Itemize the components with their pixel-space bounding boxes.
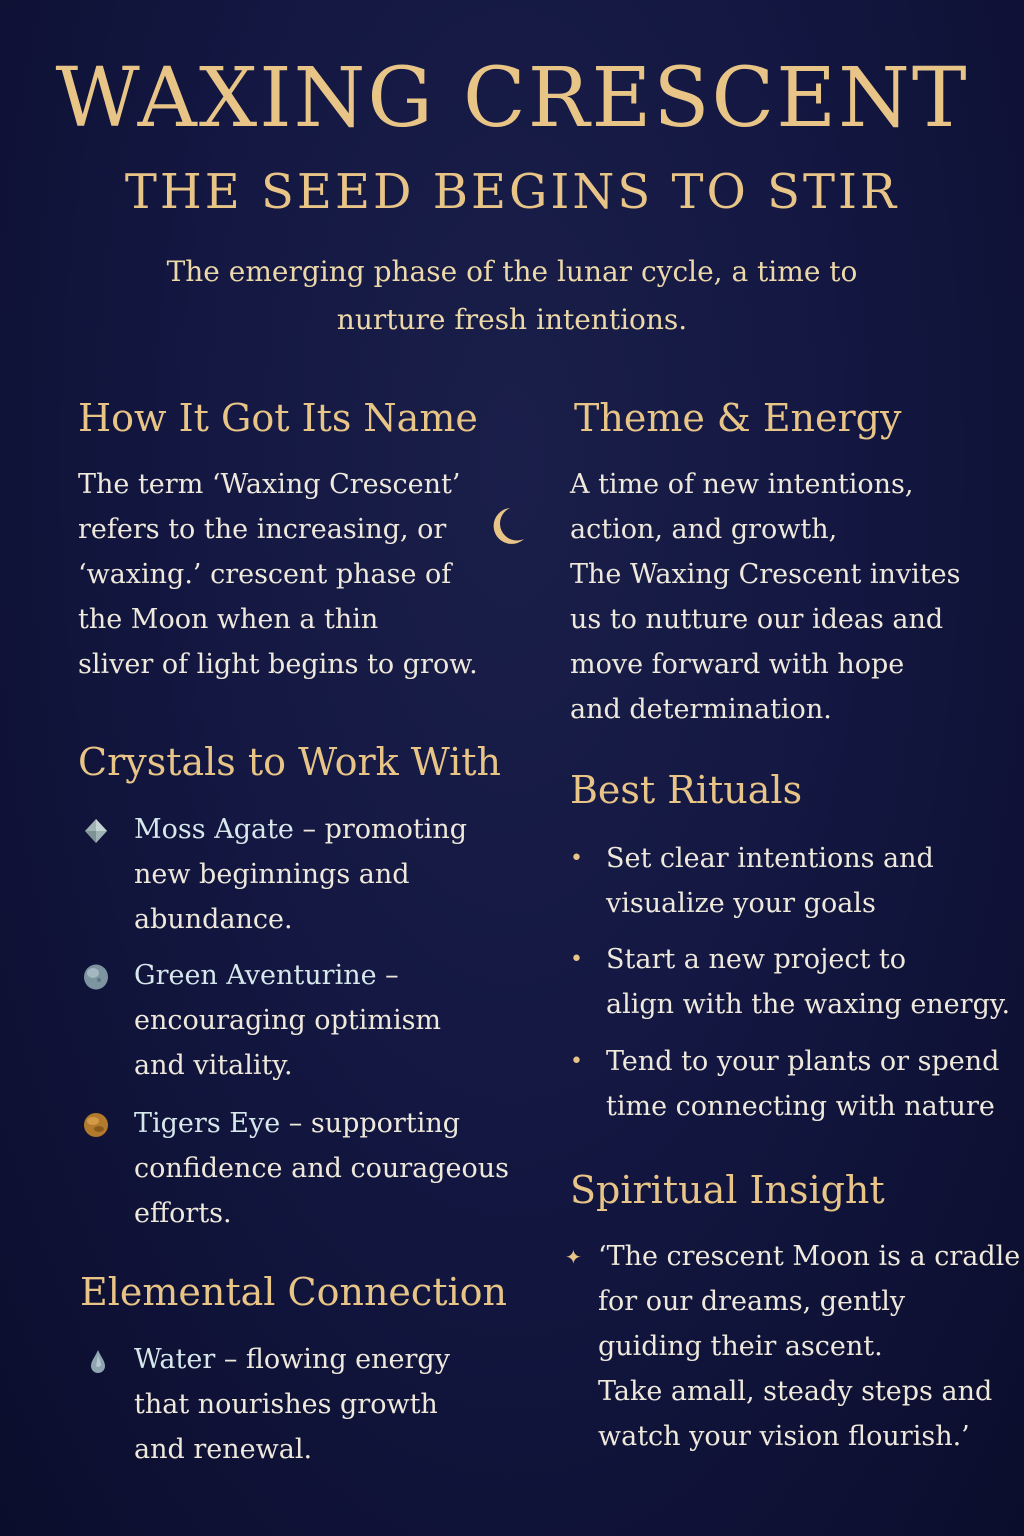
crystal-desc-line: confidence and courageous bbox=[134, 1153, 509, 1184]
quote-line: Take amall, steady steps and bbox=[598, 1376, 993, 1407]
intro-line: The emerging phase of the lunar cycle, a time to bbox=[166, 255, 858, 288]
theme-line: move forward with hope bbox=[570, 649, 905, 680]
quote-line: watch your vision flourish.’ bbox=[598, 1421, 970, 1452]
crystal-desc-line: and vitality. bbox=[134, 1050, 293, 1081]
quote-line: ‘The crescent Moon is a cradle bbox=[598, 1241, 1021, 1272]
crystal-desc-line: new beginnings and bbox=[134, 859, 410, 890]
moss-agate-crystal-icon bbox=[82, 817, 110, 845]
crystal-desc-line: efforts. bbox=[134, 1198, 232, 1229]
name-line: ‘waxing.’ crescent phase of bbox=[78, 559, 452, 590]
insight-quote bbox=[598, 1234, 1020, 1459]
elemental-heading: Elemental Connection bbox=[80, 1270, 507, 1314]
rituals-heading: Best Rituals bbox=[570, 768, 803, 812]
crystal-desc: – bbox=[376, 960, 399, 991]
page-title: WAXING CRESCENT bbox=[55, 51, 969, 146]
name-line: the Moon when a thin bbox=[78, 604, 379, 635]
green-aventurine-stone-icon bbox=[82, 963, 110, 991]
theme-line: action, and growth, bbox=[570, 514, 838, 545]
element-text bbox=[134, 1337, 450, 1472]
ritual-line: visualize your goals bbox=[606, 888, 876, 919]
crystal-text bbox=[134, 1101, 509, 1236]
crystal-desc-line: encouraging optimism bbox=[134, 1005, 442, 1036]
element-name: Water bbox=[134, 1344, 216, 1375]
theme-heading: Theme & Energy bbox=[574, 396, 902, 440]
crystal-name: Tigers Eye bbox=[134, 1108, 281, 1139]
crystal-desc: – supporting bbox=[280, 1108, 461, 1139]
ritual-text bbox=[606, 836, 934, 926]
crystal-desc-line: abundance. bbox=[134, 904, 293, 935]
sparkle-icon: ✦ bbox=[565, 1245, 582, 1269]
bullet-icon: • bbox=[570, 846, 583, 871]
ritual-line: Set clear intentions and bbox=[606, 843, 934, 874]
element-desc-line: and renewal. bbox=[134, 1434, 313, 1465]
theme-paragraph bbox=[570, 462, 961, 732]
ritual-text bbox=[606, 1039, 999, 1129]
quote-line: guiding their ascent. bbox=[598, 1331, 883, 1362]
crystal-text bbox=[134, 807, 467, 942]
theme-line: A time of new intentions, bbox=[570, 469, 914, 500]
intro-text bbox=[130, 248, 894, 344]
tigers-eye-stone-icon bbox=[82, 1111, 110, 1139]
quote-line: for our dreams, gently bbox=[598, 1286, 906, 1317]
crystals-heading: Crystals to Work With bbox=[78, 740, 502, 784]
element-desc-line: that nourishes growth bbox=[134, 1389, 438, 1420]
name-line: refers to the increasing, or bbox=[78, 514, 447, 545]
theme-line: The Waxing Crescent invites bbox=[570, 559, 961, 590]
water-drop-icon bbox=[88, 1347, 116, 1375]
crystal-desc: – promoting bbox=[293, 814, 468, 845]
ritual-line: Start a new project to bbox=[606, 944, 906, 975]
theme-line: us to nutture our ideas and bbox=[570, 604, 944, 635]
page-subtitle: THE SEED BEGINS TO STIR bbox=[124, 164, 900, 220]
name-paragraph bbox=[78, 462, 478, 687]
insight-heading: Spiritual Insight bbox=[570, 1168, 885, 1212]
name-line: The term ‘Waxing Crescent’ bbox=[78, 469, 461, 500]
crystal-text bbox=[134, 953, 441, 1088]
intro-line: nurture fresh intentions. bbox=[336, 303, 688, 336]
theme-line: and determination. bbox=[570, 694, 832, 725]
bullet-icon: • bbox=[570, 947, 583, 972]
crystal-name: Green Aventurine bbox=[134, 960, 377, 991]
ritual-line: time connecting with nature bbox=[606, 1091, 995, 1122]
bullet-icon: • bbox=[570, 1049, 583, 1074]
crystal-name: Moss Agate bbox=[134, 814, 294, 845]
ritual-line: Tend to your plants or spend bbox=[606, 1046, 1000, 1077]
name-heading: How It Got Its Name bbox=[78, 396, 478, 440]
element-desc: – flowing energy bbox=[215, 1344, 450, 1375]
ritual-text bbox=[606, 937, 1010, 1027]
name-line: sliver of light begins to grow. bbox=[78, 649, 478, 680]
crescent-moon-icon bbox=[488, 505, 528, 547]
ritual-line: align with the waxing energy. bbox=[606, 989, 1011, 1020]
